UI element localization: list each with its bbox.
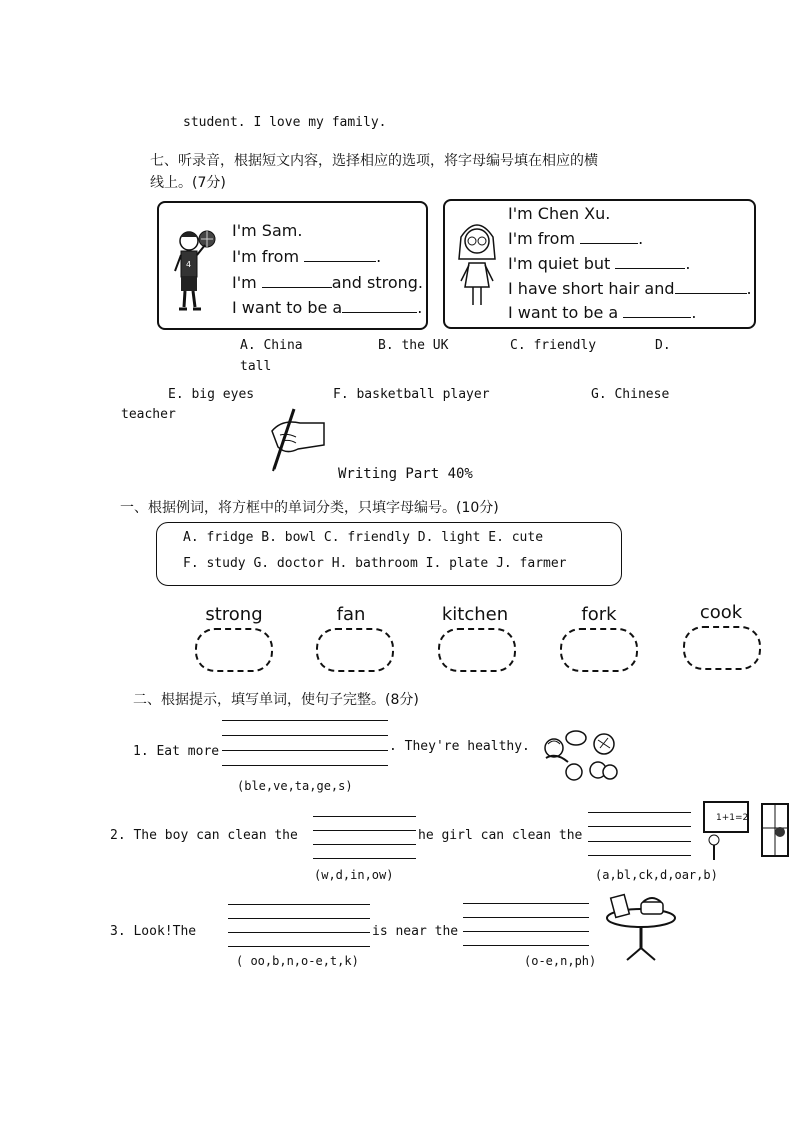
answer-blank[interactable] bbox=[262, 273, 332, 288]
category-cook: cook bbox=[699, 602, 743, 623]
chen-box: I'm Chen Xu. I'm from . I'm quiet but . I have short hair and . I want to be a . bbox=[443, 199, 756, 329]
q1-hint: (ble,ve,ta,ge,s) bbox=[237, 779, 353, 793]
option-g: G. Chinese bbox=[591, 387, 670, 402]
q1-prefix: 1. Eat more bbox=[133, 744, 220, 759]
q2-hint-2: (a,bl,ck,d,oar,b) bbox=[595, 868, 718, 882]
option-a: A. China bbox=[240, 338, 303, 353]
writing-line bbox=[228, 918, 370, 919]
sam-line4: I want to be a bbox=[232, 298, 343, 317]
boy-basketball-icon bbox=[167, 223, 219, 315]
option-b: B. the UK bbox=[378, 338, 449, 353]
chen-line2: I'm from bbox=[508, 229, 576, 248]
answer-oval-fan[interactable] bbox=[316, 628, 394, 672]
writing-line bbox=[228, 946, 370, 947]
part1-title: 一、根据例词，将方框中的单词分类，只填字母编号。(10分) bbox=[120, 500, 499, 516]
writing-line[interactable] bbox=[463, 931, 589, 932]
writing-line bbox=[588, 855, 691, 856]
vegetables-icon bbox=[540, 726, 620, 784]
writing-line bbox=[463, 917, 589, 918]
sam-line3b: and strong. bbox=[331, 273, 423, 292]
option-e: E. big eyes bbox=[168, 387, 255, 402]
writing-line bbox=[313, 858, 416, 859]
chen-line1: I'm Chen Xu. bbox=[508, 204, 611, 223]
continued-text: student. I love my family. bbox=[183, 115, 387, 130]
writing-line bbox=[222, 720, 388, 721]
word-row-2: F. study G. doctor H. bathroom I. plate J. farmer bbox=[183, 556, 567, 571]
writing-line bbox=[222, 765, 388, 766]
q3-middle: is near the bbox=[372, 924, 459, 939]
option-d-word: tall bbox=[240, 359, 272, 374]
writing-line[interactable] bbox=[313, 844, 416, 845]
blackboard-window-icon bbox=[700, 798, 792, 864]
board-text: 1+1=2 bbox=[716, 813, 749, 823]
word-box bbox=[156, 522, 622, 586]
answer-blank[interactable] bbox=[580, 229, 638, 244]
writing-line bbox=[463, 903, 589, 904]
option-c: C. friendly bbox=[510, 338, 597, 353]
part2-title: 二、根据提示，填写单词，使句子完整。(8分) bbox=[133, 692, 419, 708]
writing-line bbox=[313, 830, 416, 831]
category-strong: strong bbox=[205, 604, 263, 625]
chen-line4: I have short hair and bbox=[508, 279, 675, 298]
table-phone-book-icon bbox=[603, 890, 679, 966]
answer-oval-strong[interactable] bbox=[195, 628, 273, 672]
writing-title: Writing Part 40% bbox=[338, 466, 473, 482]
section7-title-line1: 七、听录音，根据短文内容，选择相应的选项，将字母编号填在相应的横 bbox=[150, 153, 598, 169]
answer-oval-cook[interactable] bbox=[683, 626, 761, 670]
option-d: D. bbox=[655, 338, 671, 353]
category-kitchen: kitchen bbox=[441, 604, 509, 625]
svg-text:4: 4 bbox=[186, 260, 192, 269]
sam-line2: I'm from bbox=[232, 247, 300, 266]
option-f: F. basketball player bbox=[333, 387, 490, 402]
q2-middle: he girl can clean the bbox=[418, 828, 583, 843]
writing-line bbox=[222, 735, 388, 736]
q3-hint-2: (o-e,n,ph) bbox=[524, 954, 597, 968]
section7-title-line2: 线上。(7分) bbox=[150, 175, 226, 191]
writing-line bbox=[588, 812, 691, 813]
category-fan: fan bbox=[336, 604, 366, 625]
chen-line3: I'm quiet but bbox=[508, 254, 611, 273]
answer-oval-fork[interactable] bbox=[560, 628, 638, 672]
word-row-1: A. fridge B. bowl C. friendly D. light E. cute bbox=[183, 530, 544, 545]
writing-line[interactable] bbox=[588, 841, 691, 842]
category-fork: fork bbox=[581, 604, 617, 625]
answer-blank[interactable] bbox=[623, 303, 691, 318]
writing-line bbox=[463, 945, 589, 946]
writing-line bbox=[588, 826, 691, 827]
chen-line5: I want to be a bbox=[508, 303, 619, 322]
writing-line[interactable] bbox=[228, 932, 370, 933]
q1-suffix: . They're healthy. bbox=[389, 739, 530, 754]
option-g-word: teacher bbox=[121, 407, 176, 422]
q3-prefix: 3. Look!The bbox=[110, 924, 197, 939]
writing-line bbox=[228, 904, 370, 905]
q2-prefix: 2. The boy can clean the bbox=[110, 828, 298, 843]
sam-line3a: I'm bbox=[232, 273, 257, 292]
answer-blank[interactable] bbox=[304, 247, 376, 262]
writing-hand-icon bbox=[262, 405, 330, 473]
answer-oval-kitchen[interactable] bbox=[438, 628, 516, 672]
writing-line bbox=[313, 816, 416, 817]
writing-line[interactable] bbox=[222, 750, 388, 751]
answer-blank[interactable] bbox=[675, 279, 747, 294]
answer-blank[interactable] bbox=[615, 254, 685, 269]
sam-line1: I'm Sam. bbox=[232, 221, 303, 240]
girl-glasses-icon bbox=[453, 215, 501, 315]
q3-hint-1: ( oo,b,n,o-e,t,k) bbox=[236, 954, 359, 968]
q2-hint-1: (w,d,in,ow) bbox=[314, 868, 394, 882]
sam-box: 4 I'm Sam. I'm from . I'm and strong. I want to be a . bbox=[157, 201, 428, 330]
answer-blank[interactable] bbox=[342, 298, 417, 313]
